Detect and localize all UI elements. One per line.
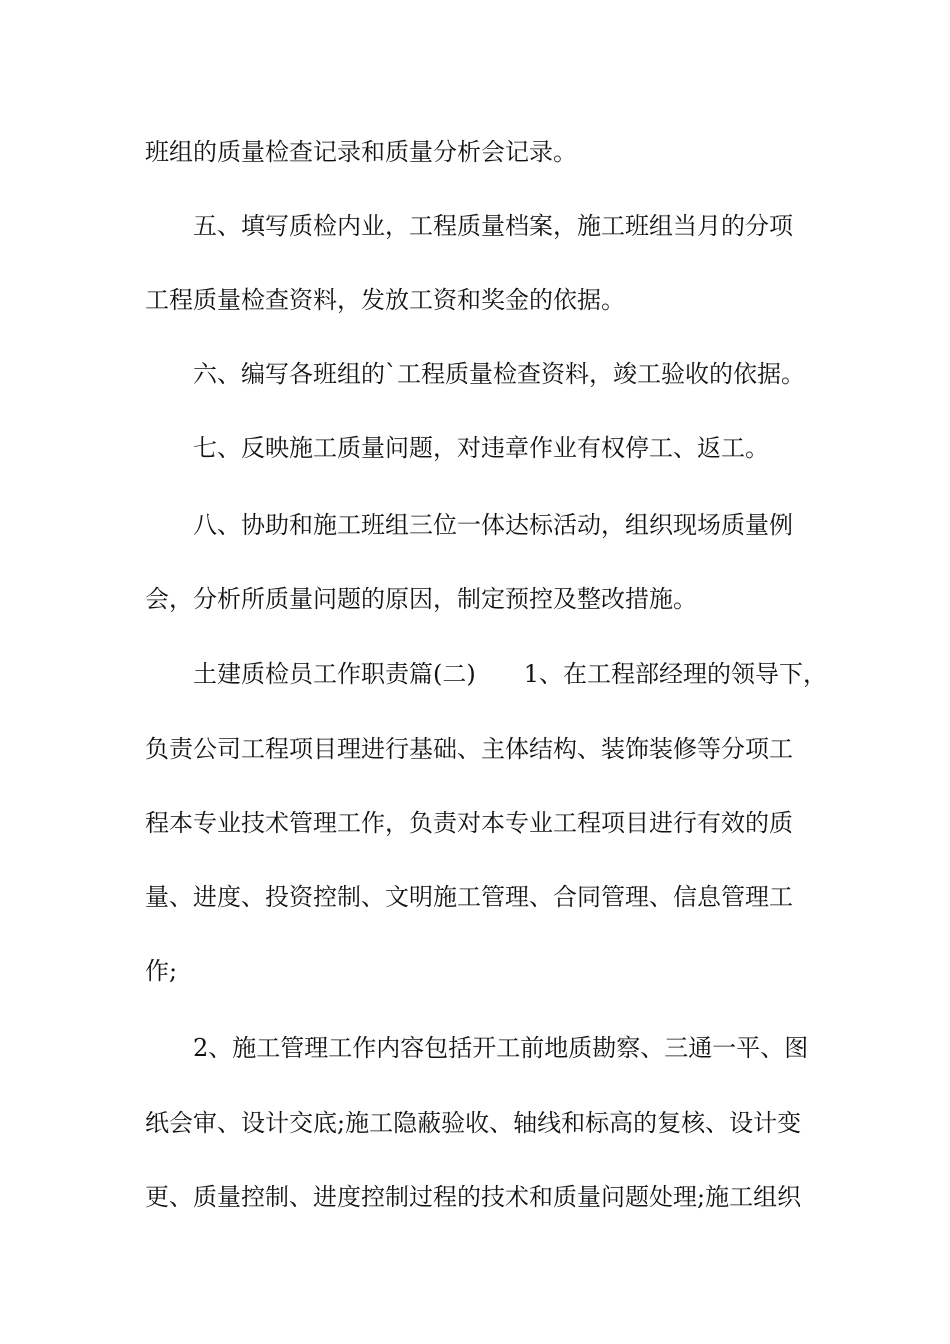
text-line: 2、施工管理工作内容包括开工前地质勘察、三通一平、图 bbox=[193, 1034, 809, 1062]
text-line: 六、编写各班组的`工程质量检查资料，竣工验收的依据。 bbox=[193, 360, 805, 388]
text-line: 五、填写质检内业，工程质量档案，施工班组当月的分项 bbox=[193, 212, 793, 240]
text-line: 更、质量控制、进度控制过程的技术和质量问题处理;施工组织 bbox=[145, 1183, 802, 1211]
text-line: 工程质量检查资料，发放工资和奖金的依据。 bbox=[145, 286, 625, 314]
text-line: 会，分析所质量问题的原因，制定预控及整改措施。 bbox=[145, 585, 697, 613]
text-line: 程本专业技术管理工作，负责对本专业工程项目进行有效的质 bbox=[145, 809, 793, 837]
text-line: 班组的质量检查记录和质量分析会记录。 bbox=[145, 138, 577, 166]
text-line: 纸会审、设计交底;施工隐蔽验收、轴线和标高的复核、设计变 bbox=[145, 1109, 802, 1137]
text-line: 七、反映施工质量问题，对违章作业有权停工、返工。 bbox=[193, 434, 769, 462]
text-line: 作; bbox=[145, 957, 178, 985]
text-line: 负责公司工程项目理进行基础、主体结构、装饰装修等分项工 bbox=[145, 735, 793, 763]
text-line: 量、进度、投资控制、文明施工管理、合同管理、信息管理工 bbox=[145, 883, 793, 911]
text-line: 土建质检员工作职责篇(二) 1、在工程部经理的领导下， bbox=[193, 660, 827, 688]
text-line: 八、协助和施工班组三位一体达标活动，组织现场质量例 bbox=[193, 511, 793, 539]
